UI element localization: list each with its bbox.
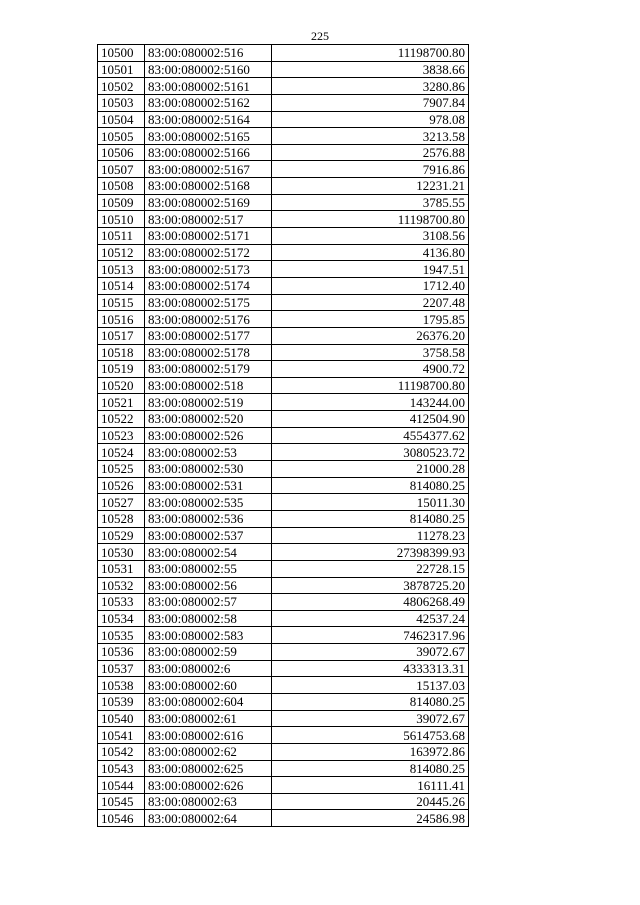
row-number-cell: 10504 — [98, 111, 145, 128]
row-number-cell: 10501 — [98, 61, 145, 78]
value-cell: 143244.00 — [272, 394, 469, 411]
row-number-cell: 10512 — [98, 244, 145, 261]
row-number-cell: 10505 — [98, 128, 145, 145]
row-number-cell: 10542 — [98, 743, 145, 760]
row-number-cell: 10543 — [98, 760, 145, 777]
value-cell: 7462317.96 — [272, 627, 469, 644]
table-row — [98, 361, 469, 378]
row-number-cell: 10524 — [98, 444, 145, 461]
cadastral-number-cell: 83:00:080002:583 — [145, 627, 272, 644]
value-cell: 5614753.68 — [272, 727, 469, 744]
cadastral-number-cell: 83:00:080002:5172 — [145, 244, 272, 261]
table-row — [98, 494, 469, 511]
value-cell: 3108.56 — [272, 228, 469, 245]
row-number-cell: 10525 — [98, 461, 145, 478]
value-cell: 2576.88 — [272, 144, 469, 161]
cadastral-number-cell: 83:00:080002:604 — [145, 693, 272, 710]
value-cell: 12231.21 — [272, 178, 469, 195]
row-number-cell: 10536 — [98, 644, 145, 661]
row-number-cell: 10537 — [98, 660, 145, 677]
value-cell: 1712.40 — [272, 277, 469, 294]
row-number-cell: 10526 — [98, 477, 145, 494]
row-number-cell: 10510 — [98, 211, 145, 228]
row-number-cell: 10503 — [98, 94, 145, 111]
cadastral-number-cell: 83:00:080002:616 — [145, 727, 272, 744]
value-cell: 1795.85 — [272, 311, 469, 328]
row-number-cell: 10532 — [98, 577, 145, 594]
value-cell: 814080.25 — [272, 477, 469, 494]
row-number-cell: 10500 — [98, 45, 145, 62]
value-cell: 11198700.80 — [272, 211, 469, 228]
row-number-cell: 10514 — [98, 277, 145, 294]
value-cell: 3213.58 — [272, 128, 469, 145]
value-cell: 2207.48 — [272, 294, 469, 311]
table-row — [98, 45, 469, 62]
table-row — [98, 810, 469, 827]
cadastral-number-cell: 83:00:080002:5174 — [145, 277, 272, 294]
table-row — [98, 311, 469, 328]
cadastral-number-cell: 83:00:080002:55 — [145, 560, 272, 577]
value-cell: 4554377.62 — [272, 427, 469, 444]
table-row — [98, 94, 469, 111]
table-row — [98, 560, 469, 577]
table-row — [98, 111, 469, 128]
value-cell: 15011.30 — [272, 494, 469, 511]
table-row — [98, 427, 469, 444]
cadastral-number-cell: 83:00:080002:536 — [145, 510, 272, 527]
table-row — [98, 727, 469, 744]
value-cell: 11278.23 — [272, 527, 469, 544]
row-number-cell: 10544 — [98, 777, 145, 794]
table-row — [98, 544, 469, 561]
cadastral-number-cell: 83:00:080002:516 — [145, 45, 272, 62]
value-cell: 412504.90 — [272, 411, 469, 428]
value-cell: 39072.67 — [272, 644, 469, 661]
cadastral-number-cell: 83:00:080002:5179 — [145, 361, 272, 378]
row-number-cell: 10545 — [98, 793, 145, 810]
row-number-cell: 10509 — [98, 194, 145, 211]
value-cell: 3785.55 — [272, 194, 469, 211]
row-number-cell: 10530 — [98, 544, 145, 561]
value-cell: 26376.20 — [272, 327, 469, 344]
row-number-cell: 10529 — [98, 527, 145, 544]
value-cell: 3878725.20 — [272, 577, 469, 594]
cadastral-number-cell: 83:00:080002:519 — [145, 394, 272, 411]
value-cell: 22728.15 — [272, 560, 469, 577]
cadastral-number-cell: 83:00:080002:526 — [145, 427, 272, 444]
cadastral-number-cell: 83:00:080002:5161 — [145, 78, 272, 95]
table-body — [98, 45, 469, 827]
table-row — [98, 61, 469, 78]
value-cell: 11198700.80 — [272, 45, 469, 62]
row-number-cell: 10535 — [98, 627, 145, 644]
table-row — [98, 261, 469, 278]
value-cell: 7916.86 — [272, 161, 469, 178]
row-number-cell: 10517 — [98, 327, 145, 344]
row-number-cell: 10541 — [98, 727, 145, 744]
value-cell: 3838.66 — [272, 61, 469, 78]
table-row — [98, 277, 469, 294]
cadastre-table — [97, 44, 469, 827]
value-cell: 4136.80 — [272, 244, 469, 261]
cadastral-number-cell: 83:00:080002:518 — [145, 377, 272, 394]
row-number-cell: 10508 — [98, 178, 145, 195]
table-row — [98, 394, 469, 411]
table-row — [98, 194, 469, 211]
cadastral-number-cell: 83:00:080002:5171 — [145, 228, 272, 245]
table-row — [98, 527, 469, 544]
table-row — [98, 627, 469, 644]
table-row — [98, 644, 469, 661]
value-cell: 814080.25 — [272, 693, 469, 710]
row-number-cell: 10533 — [98, 594, 145, 611]
row-number-cell: 10528 — [98, 510, 145, 527]
table-row — [98, 660, 469, 677]
value-cell: 39072.67 — [272, 710, 469, 727]
table-row — [98, 377, 469, 394]
row-number-cell: 10511 — [98, 228, 145, 245]
table-row — [98, 178, 469, 195]
row-number-cell: 10538 — [98, 677, 145, 694]
row-number-cell: 10502 — [98, 78, 145, 95]
value-cell: 4333313.31 — [272, 660, 469, 677]
table-row — [98, 294, 469, 311]
table-row — [98, 78, 469, 95]
table-row — [98, 244, 469, 261]
table-row — [98, 461, 469, 478]
row-number-cell: 10539 — [98, 693, 145, 710]
cadastral-number-cell: 83:00:080002:6 — [145, 660, 272, 677]
table-row — [98, 677, 469, 694]
cadastral-number-cell: 83:00:080002:64 — [145, 810, 272, 827]
table-row — [98, 444, 469, 461]
cadastral-number-cell: 83:00:080002:537 — [145, 527, 272, 544]
row-number-cell: 10518 — [98, 344, 145, 361]
row-number-cell: 10513 — [98, 261, 145, 278]
row-number-cell: 10546 — [98, 810, 145, 827]
row-number-cell: 10515 — [98, 294, 145, 311]
cadastral-number-cell: 83:00:080002:5166 — [145, 144, 272, 161]
row-number-cell: 10522 — [98, 411, 145, 428]
value-cell: 20445.26 — [272, 793, 469, 810]
cadastral-number-cell: 83:00:080002:626 — [145, 777, 272, 794]
value-cell: 4806268.49 — [272, 594, 469, 611]
value-cell: 24586.98 — [272, 810, 469, 827]
row-number-cell: 10527 — [98, 494, 145, 511]
table-row — [98, 743, 469, 760]
cadastral-number-cell: 83:00:080002:5165 — [145, 128, 272, 145]
cadastral-number-cell: 83:00:080002:5162 — [145, 94, 272, 111]
table-row — [98, 793, 469, 810]
value-cell: 21000.28 — [272, 461, 469, 478]
table-row — [98, 228, 469, 245]
table-row — [98, 610, 469, 627]
cadastral-number-cell: 83:00:080002:530 — [145, 461, 272, 478]
cadastral-number-cell: 83:00:080002:54 — [145, 544, 272, 561]
cadastral-number-cell: 83:00:080002:60 — [145, 677, 272, 694]
table-row — [98, 594, 469, 611]
value-cell: 27398399.93 — [272, 544, 469, 561]
cadastral-number-cell: 83:00:080002:5160 — [145, 61, 272, 78]
table-row — [98, 211, 469, 228]
table-row — [98, 327, 469, 344]
value-cell: 3080523.72 — [272, 444, 469, 461]
row-number-cell: 10534 — [98, 610, 145, 627]
value-cell: 11198700.80 — [272, 377, 469, 394]
page-number: 225 — [311, 29, 329, 43]
cadastral-number-cell: 83:00:080002:53 — [145, 444, 272, 461]
cadastral-number-cell: 83:00:080002:5177 — [145, 327, 272, 344]
cadastral-number-cell: 83:00:080002:625 — [145, 760, 272, 777]
cadastral-number-cell: 83:00:080002:535 — [145, 494, 272, 511]
value-cell: 42537.24 — [272, 610, 469, 627]
cadastral-number-cell: 83:00:080002:5168 — [145, 178, 272, 195]
value-cell: 814080.25 — [272, 760, 469, 777]
cadastral-number-cell: 83:00:080002:63 — [145, 793, 272, 810]
cadastral-number-cell: 83:00:080002:5178 — [145, 344, 272, 361]
row-number-cell: 10506 — [98, 144, 145, 161]
cadastral-number-cell: 83:00:080002:62 — [145, 743, 272, 760]
value-cell: 814080.25 — [272, 510, 469, 527]
table-row — [98, 477, 469, 494]
cadastral-number-cell: 83:00:080002:531 — [145, 477, 272, 494]
table-row — [98, 411, 469, 428]
table-row — [98, 760, 469, 777]
table-row — [98, 144, 469, 161]
table-row — [98, 577, 469, 594]
table-row — [98, 777, 469, 794]
table-row — [98, 693, 469, 710]
value-cell: 16111.41 — [272, 777, 469, 794]
cadastral-number-cell: 83:00:080002:61 — [145, 710, 272, 727]
row-number-cell: 10520 — [98, 377, 145, 394]
cadastral-number-cell: 83:00:080002:59 — [145, 644, 272, 661]
cadastral-number-cell: 83:00:080002:5176 — [145, 311, 272, 328]
cadastral-number-cell: 83:00:080002:57 — [145, 594, 272, 611]
cadastral-number-cell: 83:00:080002:5173 — [145, 261, 272, 278]
table-row — [98, 128, 469, 145]
value-cell: 3758.58 — [272, 344, 469, 361]
table-row — [98, 344, 469, 361]
row-number-cell: 10519 — [98, 361, 145, 378]
value-cell: 978.08 — [272, 111, 469, 128]
table-row — [98, 710, 469, 727]
row-number-cell: 10507 — [98, 161, 145, 178]
cadastral-number-cell: 83:00:080002:58 — [145, 610, 272, 627]
cadastral-number-cell: 83:00:080002:5164 — [145, 111, 272, 128]
cadastral-number-cell: 83:00:080002:56 — [145, 577, 272, 594]
cadastral-number-cell: 83:00:080002:5169 — [145, 194, 272, 211]
value-cell: 3280.86 — [272, 78, 469, 95]
row-number-cell: 10540 — [98, 710, 145, 727]
value-cell: 163972.86 — [272, 743, 469, 760]
cadastral-number-cell: 83:00:080002:520 — [145, 411, 272, 428]
row-number-cell: 10516 — [98, 311, 145, 328]
row-number-cell: 10521 — [98, 394, 145, 411]
cadastral-number-cell: 83:00:080002:5175 — [145, 294, 272, 311]
table-row — [98, 510, 469, 527]
cadastral-number-cell: 83:00:080002:5167 — [145, 161, 272, 178]
value-cell: 15137.03 — [272, 677, 469, 694]
value-cell: 7907.84 — [272, 94, 469, 111]
value-cell: 1947.51 — [272, 261, 469, 278]
cadastral-number-cell: 83:00:080002:517 — [145, 211, 272, 228]
value-cell: 4900.72 — [272, 361, 469, 378]
row-number-cell: 10523 — [98, 427, 145, 444]
table-row — [98, 161, 469, 178]
row-number-cell: 10531 — [98, 560, 145, 577]
